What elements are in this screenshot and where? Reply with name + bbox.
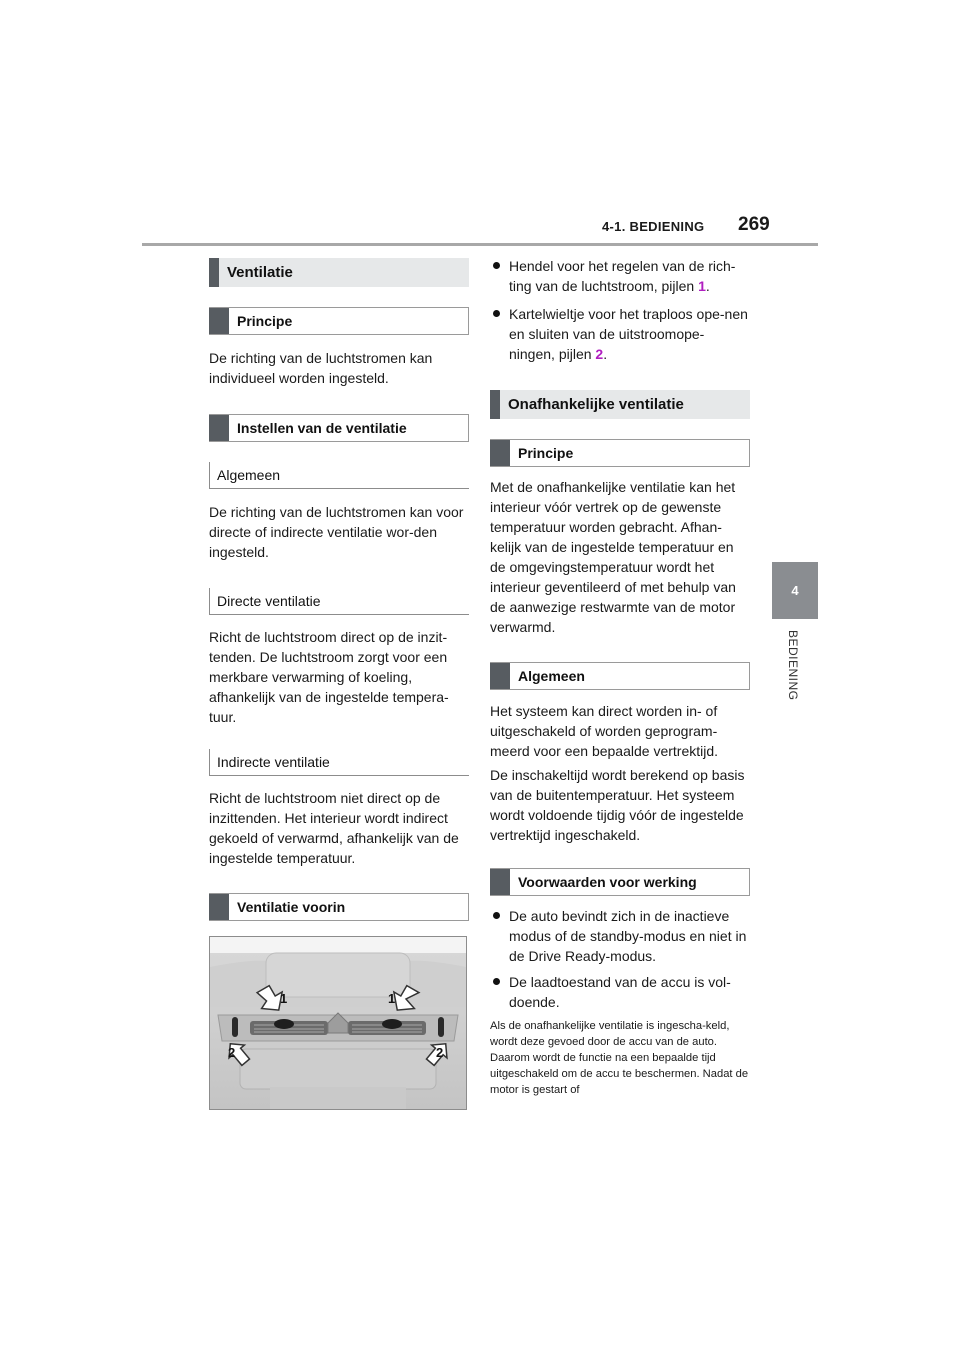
chapter-number: 4 [791,583,799,598]
list-item: De auto bevindt zich in de inactieve modus of de standby-modus en niet in de Drive Ready-modus. [490,906,750,966]
directe-text: Richt de luchtstroom direct op de inzit-tenden. De luchtstroom zorgt voor een merkbare verwarming of koeling, afhankelijk van de ingestelde tempera-tuur. [209,629,449,725]
right-column [490,256,750,1098]
bullet1-end: . [705,278,710,294]
bullet1-number: 1 [698,278,706,294]
heading-bar [209,415,229,441]
onafhankelijke-heading: Onafhankelijke ventilatie [490,390,750,419]
voorwaarden-heading-text: Voorwaarden voor werking [518,874,697,890]
instellen-heading-text: Instellen van de ventilatie [237,420,407,436]
principe2-heading [490,439,750,467]
list-item [490,304,750,364]
heading-bar [209,308,229,334]
heading-bar [490,869,510,895]
algemeen2-text1: Het systeem kan direct worden in- of uitgeschakeld of worden geprogram-meerd voor een bepaalde vertrektijd. [490,703,719,759]
conditions-list [490,906,750,1012]
figure-label-1-left: 1 [280,991,288,1006]
principe-heading-text: Principe [237,313,293,329]
algemeen2-text2: De inschakeltijd wordt berekend op basis van de buitentemperatuur. Het systeem wordt voldoende tijdig vóór de ingestelde vertrektijd ingeschakeld. [490,767,745,843]
voorin-heading-text: Ventilatie voorin [237,899,346,915]
heading-bar [490,663,510,689]
chapter-tab [772,562,818,619]
algemeen-text: De richting van de luchtstromen kan voor directe of indirecte ventilatie wor-den ingesteld. [209,504,464,560]
controls-list [490,256,750,364]
left-column [209,258,469,1110]
principe-heading [209,307,469,335]
figure-label-1-right: 1 [388,991,396,1006]
bullet2-end: . [603,346,608,362]
battery-note: Als de onafhankelijke ventilatie is ingescha-keld, wordt deze gevoed door de accu van de auto. Daarom wordt de functie na een bepaalde tijd uitgeschakeld om de accu te beschermen. Nadat de motor is gestart of [490,1020,749,1096]
heading-bar [490,440,510,466]
chapter-label-wrap [782,630,806,710]
chapter-label: BEDIENING [786,630,800,701]
ventilatie-heading: Ventilatie [209,258,469,287]
heading-bar [209,894,229,920]
principe2-heading-text: Principe [518,445,574,461]
instellen-heading [209,414,469,442]
algemeen2-heading [490,662,750,690]
voorin-heading [209,893,469,921]
principe-text: De richting van de luchtstromen kan individueel worden ingesteld. [209,350,433,386]
bullet1-text: Hendel voor het regelen van de rich-ting van de luchtstroom, pijlen [509,258,736,294]
directe-subheading: Directe ventilatie [209,588,469,615]
list-item [490,256,750,296]
header-rule [142,243,818,246]
dashboard-illustration [210,937,466,1109]
principe2-text: Met de onafhankelijke ventilatie kan het interieur vóór vertrek op de gewenste temperatuur worden gebracht. Afhan-kelijk van de ingestelde temperatuur en de omgevingstemperatuur wordt het interieur geventileerd of met behulp van de aanwezige restwarmte van de motor verwarmd. [490,479,736,635]
bullet2-number: 2 [595,346,604,362]
list-item: De laadtoestand van de accu is vol-doende. [490,972,750,1012]
bullet2-text: Kartelwieltje voor het traploos ope-nen en sluiten van de uitstroomope-ningen, pijlen [509,306,748,362]
algemeen-subheading: Algemeen [209,462,469,489]
page-number: 269 [738,214,770,235]
figure-label-2-right: 2 [436,1045,444,1060]
indirecte-text: Richt de luchtstroom niet direct op de inzittenden. Het interieur wordt indirect gekoeld of verwarmd, afhankelijk van de ingestelde temperatuur. [209,790,459,866]
section-title: 4-1. BEDIENING [602,219,705,234]
dashboard-vents-figure [209,936,467,1110]
indirecte-subheading: Indirecte ventilatie [209,749,469,776]
figure-label-2-left: 2 [228,1045,236,1060]
algemeen2-heading-text: Algemeen [518,668,585,684]
voorwaarden-heading [490,868,750,896]
